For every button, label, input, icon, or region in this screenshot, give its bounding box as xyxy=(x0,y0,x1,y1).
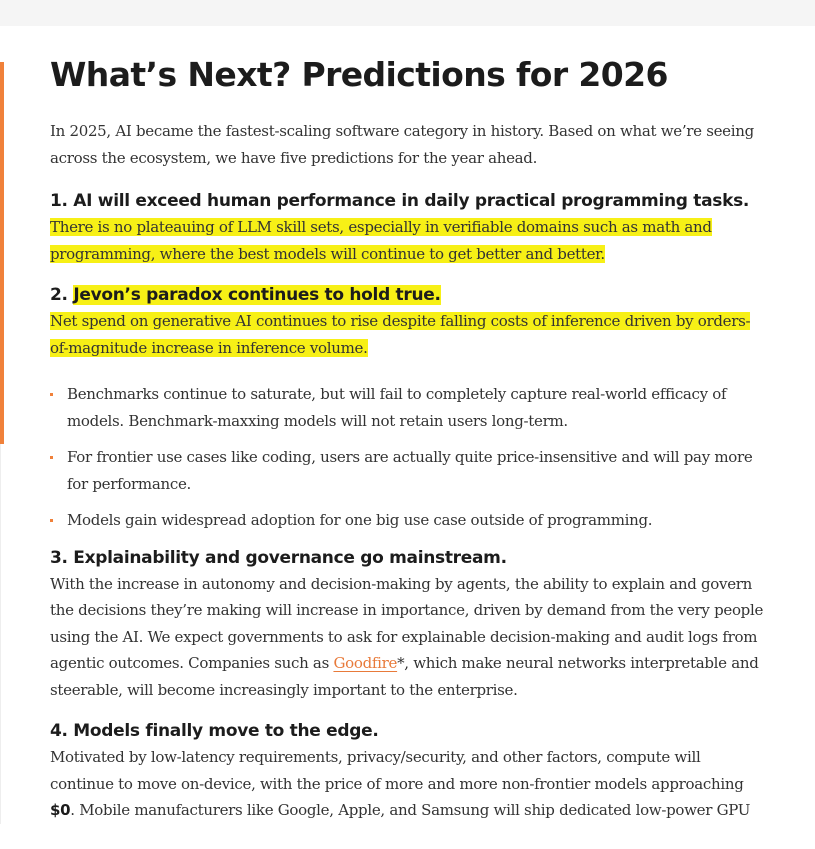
prediction-1-body xyxy=(50,214,768,267)
price-zero: $0 xyxy=(50,801,71,819)
top-strip xyxy=(0,0,815,26)
prediction-3-text-after-link: *, which make neural networks interpretable and steerable, will become increasingly important to the enterprise. xyxy=(50,654,759,699)
prediction-4 xyxy=(50,719,768,824)
prediction-2-heading-highlight: Jevon’s paradox continues to hold true. xyxy=(73,285,441,305)
prediction-2-body xyxy=(50,308,768,361)
prediction-3-body xyxy=(50,571,768,704)
prediction-3-text-before-link: With the increase in autonomy and decision-making by agents, the ability to explain and govern the decisions they’re making will increase in importance, driven by demand from the very people using the AI. We expect governments to ask for explainable decision-making and audit logs from agentic outcomes. Companies such as xyxy=(50,574,764,672)
list-item xyxy=(50,381,768,434)
article-body xyxy=(50,52,768,824)
list-item xyxy=(50,444,768,497)
goodfire-link[interactable]: Goodfire xyxy=(333,654,398,672)
prediction-2-number: 2. xyxy=(50,285,68,305)
article-title: What’s Next? Predictions for 2026 xyxy=(50,55,668,94)
bullet-marker-icon xyxy=(50,393,53,396)
prediction-1-heading: 1. AI will exceed human performance in daily practical programming tasks. xyxy=(50,191,750,211)
bullet-text: Benchmarks continue to saturate, but will fail to completely capture real-world efficacy of models. Benchmark-maxxing models will not retain users long-term. xyxy=(67,385,727,430)
prediction-4-text-before-money: Motivated by low-latency requirements, privacy/security, and other factors, compute will continue to move on-device, with the price of more and more non-frontier models approaching xyxy=(50,748,744,793)
prediction-3-heading: 3. Explainability and governance go mainstream. xyxy=(50,547,507,568)
prediction-4-body xyxy=(50,744,768,824)
accent-bar xyxy=(0,62,4,444)
prediction-2-highlight: Net spend on generative AI continues to rise despite falling costs of inference driven by orders-of-magnitude increase in inference volume. xyxy=(50,312,751,357)
prediction-3 xyxy=(50,546,768,704)
bullet-marker-icon xyxy=(50,519,53,522)
prediction-1 xyxy=(50,189,768,267)
bullet-text: For frontier use cases like coding, users are actually quite price-insensitive and will pay more for performance. xyxy=(67,448,753,493)
prediction-4-heading: 4. Models finally move to the edge. xyxy=(50,721,379,741)
left-rule xyxy=(0,444,1,824)
list-item xyxy=(50,507,768,534)
bullet-text: Models gain widespread adoption for one big use case outside of programming. xyxy=(67,511,653,529)
prediction-4-text-after-money: . Mobile manufacturers like Google, Apple, and Samsung will ship dedicated low-power GPU xyxy=(70,801,751,819)
bullet-marker-icon xyxy=(50,456,53,459)
prediction-2-bullets xyxy=(50,381,768,534)
intro-paragraph: In 2025, AI became the fastest-scaling software category in history. Based on what we’re seeing across the ecosystem, we have five predictions for the year ahead. xyxy=(50,122,754,167)
prediction-2-heading xyxy=(50,283,768,308)
prediction-1-highlight: There is no plateauing of LLM skill sets, especially in verifiable domains such as math and programming, where the best models will continue to get better and better. xyxy=(50,218,712,263)
prediction-2 xyxy=(50,283,768,361)
